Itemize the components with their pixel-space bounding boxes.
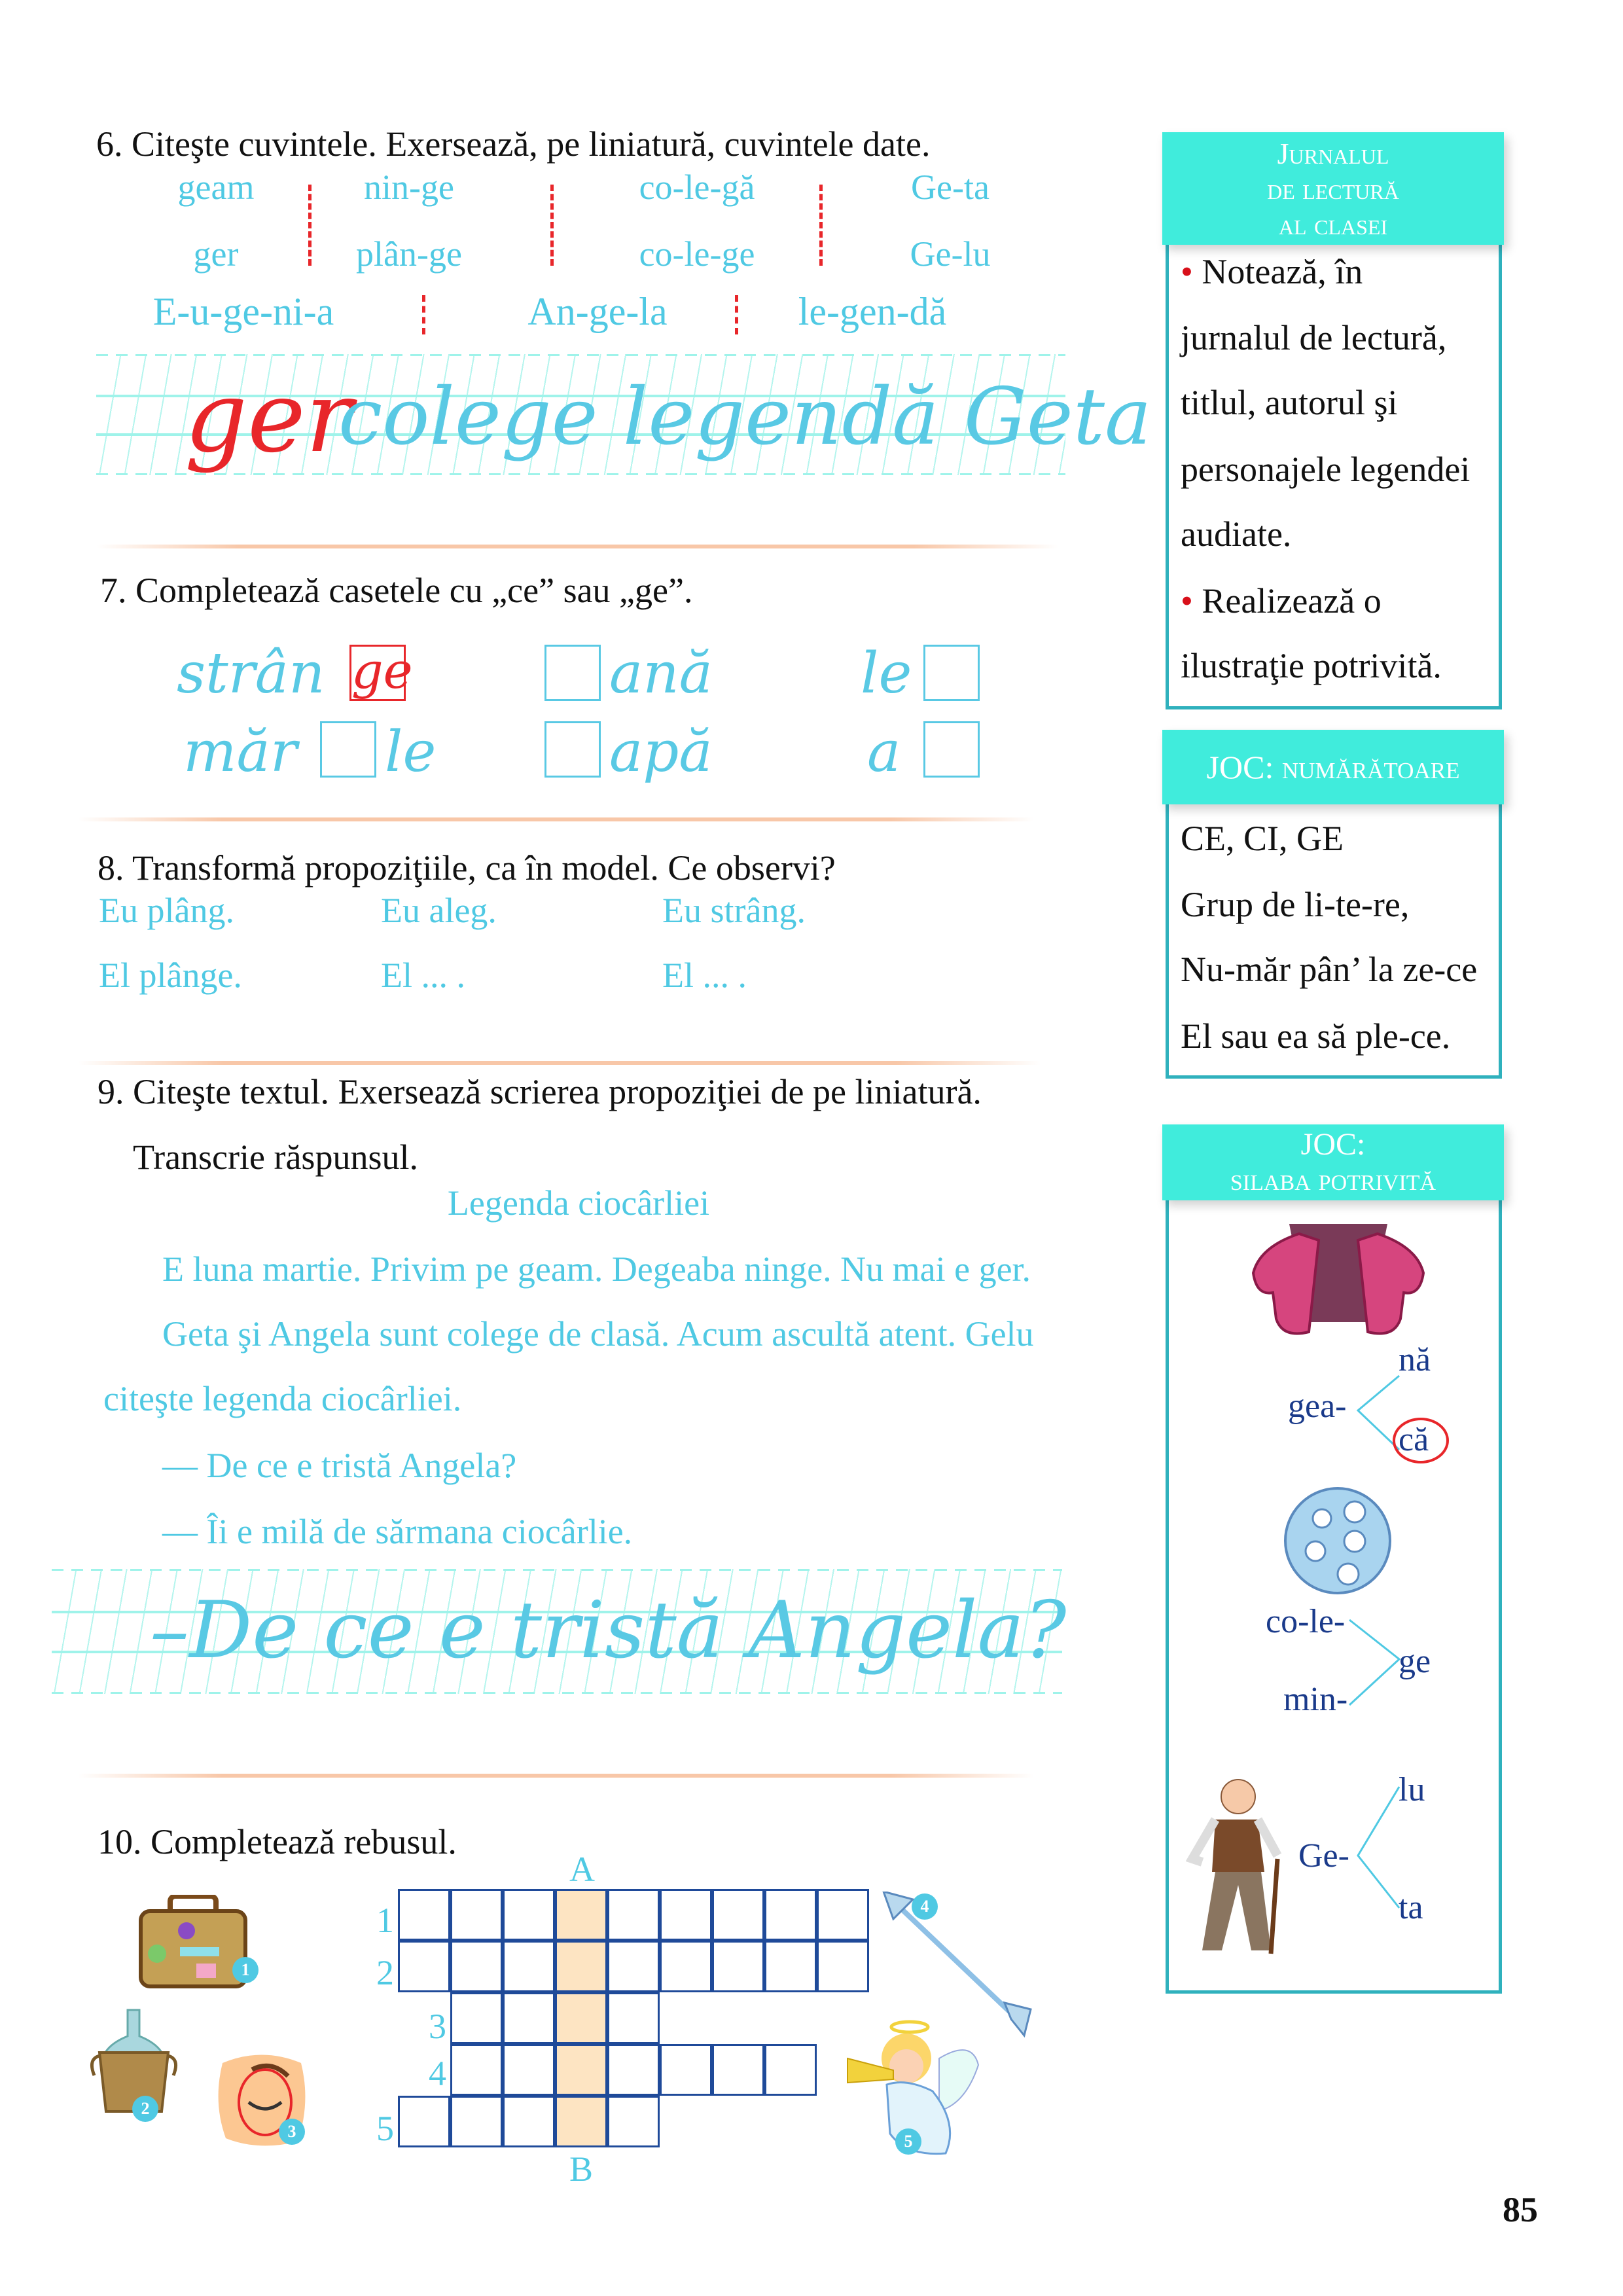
counting-game-header: JOC: numărătoare xyxy=(1162,730,1504,804)
crossword-cell[interactable] xyxy=(503,1889,555,1941)
sentence: Eu strâng. xyxy=(662,891,806,930)
jacket-icon xyxy=(1250,1221,1427,1338)
word-part: a xyxy=(867,719,901,785)
word: co-le-ge xyxy=(639,234,755,274)
word: ger xyxy=(193,234,239,274)
clue-badge: 4 xyxy=(912,1893,938,1920)
exercise-9-title: 9. Citeşte textul. Exersează scrierea propoziţiei de pe liniatură. xyxy=(98,1072,982,1111)
journal-text: Notează, în xyxy=(1202,252,1363,291)
word-part: strân xyxy=(177,641,325,706)
grandfather-icon xyxy=(1186,1777,1287,1957)
separator xyxy=(422,295,425,334)
answer-box[interactable] xyxy=(320,721,376,778)
separator xyxy=(735,295,738,334)
crossword-cell[interactable] xyxy=(555,2044,607,2096)
syllable-stem: co-le- xyxy=(1266,1603,1346,1640)
syllable-game-header-line: silaba potrivită xyxy=(1230,1162,1436,1197)
crossword-cell[interactable] xyxy=(817,1941,869,1992)
connector-lines xyxy=(1355,1767,1400,1911)
crossword-cell[interactable] xyxy=(503,1992,555,2044)
clue-badge: 1 xyxy=(232,1957,259,1983)
row-label: 5 xyxy=(376,2109,394,2148)
crossword-cell[interactable] xyxy=(607,1889,660,1941)
divider xyxy=(79,1774,1034,1778)
row-label: 4 xyxy=(429,2054,446,2093)
syllable-option[interactable]: ta xyxy=(1399,1889,1423,1926)
journal-header-line: al clasei xyxy=(1278,207,1388,241)
answer-box[interactable] xyxy=(544,645,601,701)
journal-text: titlul, autorul şi xyxy=(1181,383,1398,422)
syllable-game-header-line: JOC: xyxy=(1300,1127,1366,1162)
ball-icon xyxy=(1283,1486,1393,1596)
word-part: măr xyxy=(183,719,297,785)
word: E-u-ge-ni-a xyxy=(152,290,334,333)
separator xyxy=(308,185,312,266)
rhyme-line: Nu-măr pân’ la ze-ce xyxy=(1181,950,1478,989)
word: Ge-ta xyxy=(911,168,990,207)
selection-circle xyxy=(1393,1418,1449,1463)
syllable-stem: gea- xyxy=(1288,1388,1347,1425)
syllable-stem: min- xyxy=(1283,1681,1348,1718)
handwriting-lines-2[interactable] xyxy=(52,1569,1067,1694)
syllable-option-selected[interactable]: că xyxy=(1399,1421,1429,1458)
crossword-cell[interactable] xyxy=(503,2044,555,2096)
crossword-cell[interactable] xyxy=(555,1992,607,2044)
crossword-cell[interactable] xyxy=(817,1889,869,1941)
word: geam xyxy=(177,168,255,207)
journal-header-line: de lectură xyxy=(1267,172,1399,206)
crossword-cell[interactable] xyxy=(764,1941,817,1992)
answer-box[interactable] xyxy=(923,645,980,701)
word: nin-ge xyxy=(364,168,454,207)
crossword-cell[interactable] xyxy=(398,2096,450,2147)
handwriting-trace: –De ce e tristă Angela? xyxy=(150,1585,1067,1676)
answer-box[interactable] xyxy=(923,721,980,778)
crossword-cell[interactable] xyxy=(712,1941,764,1992)
bullet: • xyxy=(1181,252,1193,291)
clue-badge: 5 xyxy=(895,2128,921,2155)
divider xyxy=(79,817,1034,821)
separator xyxy=(550,185,554,266)
word: plân-ge xyxy=(356,234,462,274)
crossword-cell[interactable] xyxy=(660,2044,712,2096)
syllable-option[interactable]: nă xyxy=(1399,1341,1431,1378)
crossword-cell[interactable] xyxy=(450,2096,503,2147)
sentence: Eu aleg. xyxy=(381,891,497,930)
handwriting-example: ger xyxy=(185,361,353,475)
journal-header xyxy=(1162,132,1504,245)
rhyme-line: CE, CI, GE xyxy=(1181,819,1344,858)
syllable-option[interactable]: lu xyxy=(1399,1771,1425,1808)
text-line: — Îi e milă de sărmana ciocârlie. xyxy=(162,1512,633,1551)
handwriting-trace: colege legendă Geta xyxy=(338,372,1152,463)
crossword-cell[interactable] xyxy=(712,2044,764,2096)
answer-box[interactable] xyxy=(544,721,601,778)
column-label-bottom: B xyxy=(569,2149,594,2189)
crossword-cell[interactable] xyxy=(450,1889,503,1941)
clue-badge: 3 xyxy=(279,2119,305,2145)
crossword-cell[interactable] xyxy=(607,1992,660,2044)
divider xyxy=(79,1061,1041,1065)
separator xyxy=(819,185,823,266)
crossword-cell[interactable] xyxy=(607,2044,660,2096)
journal-text: personajele legendei xyxy=(1181,450,1471,489)
connector-lines xyxy=(1348,1617,1400,1708)
column-label-top: A xyxy=(569,1850,595,1889)
exercise-6-title: 6. Citeşte cuvintele. Exersează, pe liniatură, cuvintele date. xyxy=(96,124,931,164)
text-title: Legenda ciocârliei xyxy=(447,1183,710,1223)
text-line: E luna martie. Privim pe geam. Degeaba ninge. Nu mai e ger. xyxy=(162,1249,1031,1289)
exercise-9-subtitle: Transcrie răspunsul. xyxy=(133,1138,418,1177)
row-label: 2 xyxy=(376,1953,394,1992)
rhyme-line: Grup de li-te-re, xyxy=(1181,885,1410,924)
crossword-cell[interactable] xyxy=(607,2096,660,2147)
journal-text: jurnalul de lectură, xyxy=(1181,318,1447,357)
text-line: — De ce e tristă Angela? xyxy=(162,1446,517,1485)
crossword-cell[interactable] xyxy=(555,1889,607,1941)
crossword-cell[interactable] xyxy=(764,1889,817,1941)
syllable-game-header xyxy=(1162,1124,1504,1200)
exercise-7-title: 7. Completează casetele cu „ce” sau „ge”. xyxy=(100,571,693,610)
crossword-cell[interactable] xyxy=(660,1941,712,1992)
syllable-option[interactable]: ge xyxy=(1399,1643,1431,1680)
syllable-stem: Ge- xyxy=(1298,1837,1349,1874)
demijohn-icon xyxy=(90,2007,178,2115)
crossword-cell[interactable] xyxy=(450,2044,503,2096)
clue-badge: 2 xyxy=(132,2096,158,2122)
crossword-cell[interactable] xyxy=(450,1992,503,2044)
crossword-cell[interactable] xyxy=(607,1941,660,1992)
journal-text: audiate. xyxy=(1181,514,1292,554)
crossword-cell[interactable] xyxy=(398,1941,450,1992)
arrow-icon xyxy=(880,1892,1037,2039)
text-line: citeşte legenda ciocârliei. xyxy=(103,1379,462,1418)
sentence: El ... . xyxy=(662,956,747,995)
crossword-cell[interactable] xyxy=(503,2096,555,2147)
crossword-cell[interactable] xyxy=(398,1889,450,1941)
crossword-cell[interactable] xyxy=(555,2096,607,2147)
word-part: le xyxy=(385,719,437,785)
crossword-cell[interactable] xyxy=(764,2044,817,2096)
sentence: El plânge. xyxy=(99,956,242,995)
row-label: 3 xyxy=(429,2007,446,2046)
exercise-10-title: 10. Completează rebusul. xyxy=(98,1822,457,1861)
sentence: Eu plâng. xyxy=(99,891,234,930)
crossword-cell[interactable] xyxy=(555,1941,607,1992)
divider xyxy=(96,545,1058,548)
answer-box[interactable]: ge xyxy=(349,645,406,701)
journal-header-line: Jurnalul xyxy=(1277,137,1389,170)
rhyme-line: El sau ea să ple-ce. xyxy=(1181,1016,1451,1056)
text-line: Geta şi Angela sunt colege de clasă. Acum ascultă atent. Gelu xyxy=(162,1314,1034,1354)
crossword-cell[interactable] xyxy=(450,1941,503,1992)
sentence: El ... . xyxy=(381,956,465,995)
row-label: 1 xyxy=(376,1901,394,1940)
word-part: le xyxy=(861,641,912,706)
word: Ge-lu xyxy=(910,234,991,274)
journal-text: Realizează o xyxy=(1202,581,1382,620)
word: An-ge-la xyxy=(527,290,668,333)
word: le-gen-dă xyxy=(798,290,947,333)
crossword-cell[interactable] xyxy=(660,1889,712,1941)
exercise-8-title: 8. Transformă propoziţiile, ca în model. Ce observi? xyxy=(98,848,836,888)
handwriting-lines-1[interactable] xyxy=(96,354,1152,475)
bullet: • xyxy=(1181,581,1193,620)
crossword-cell[interactable] xyxy=(712,1889,764,1941)
word-part: apă xyxy=(609,719,713,785)
word-part: ană xyxy=(609,641,713,706)
journal-text: ilustraţie potrivită. xyxy=(1181,646,1442,685)
word: co-le-gă xyxy=(639,168,755,207)
crossword-cell[interactable] xyxy=(503,1941,555,1992)
page-number: 85 xyxy=(1503,2190,1538,2229)
